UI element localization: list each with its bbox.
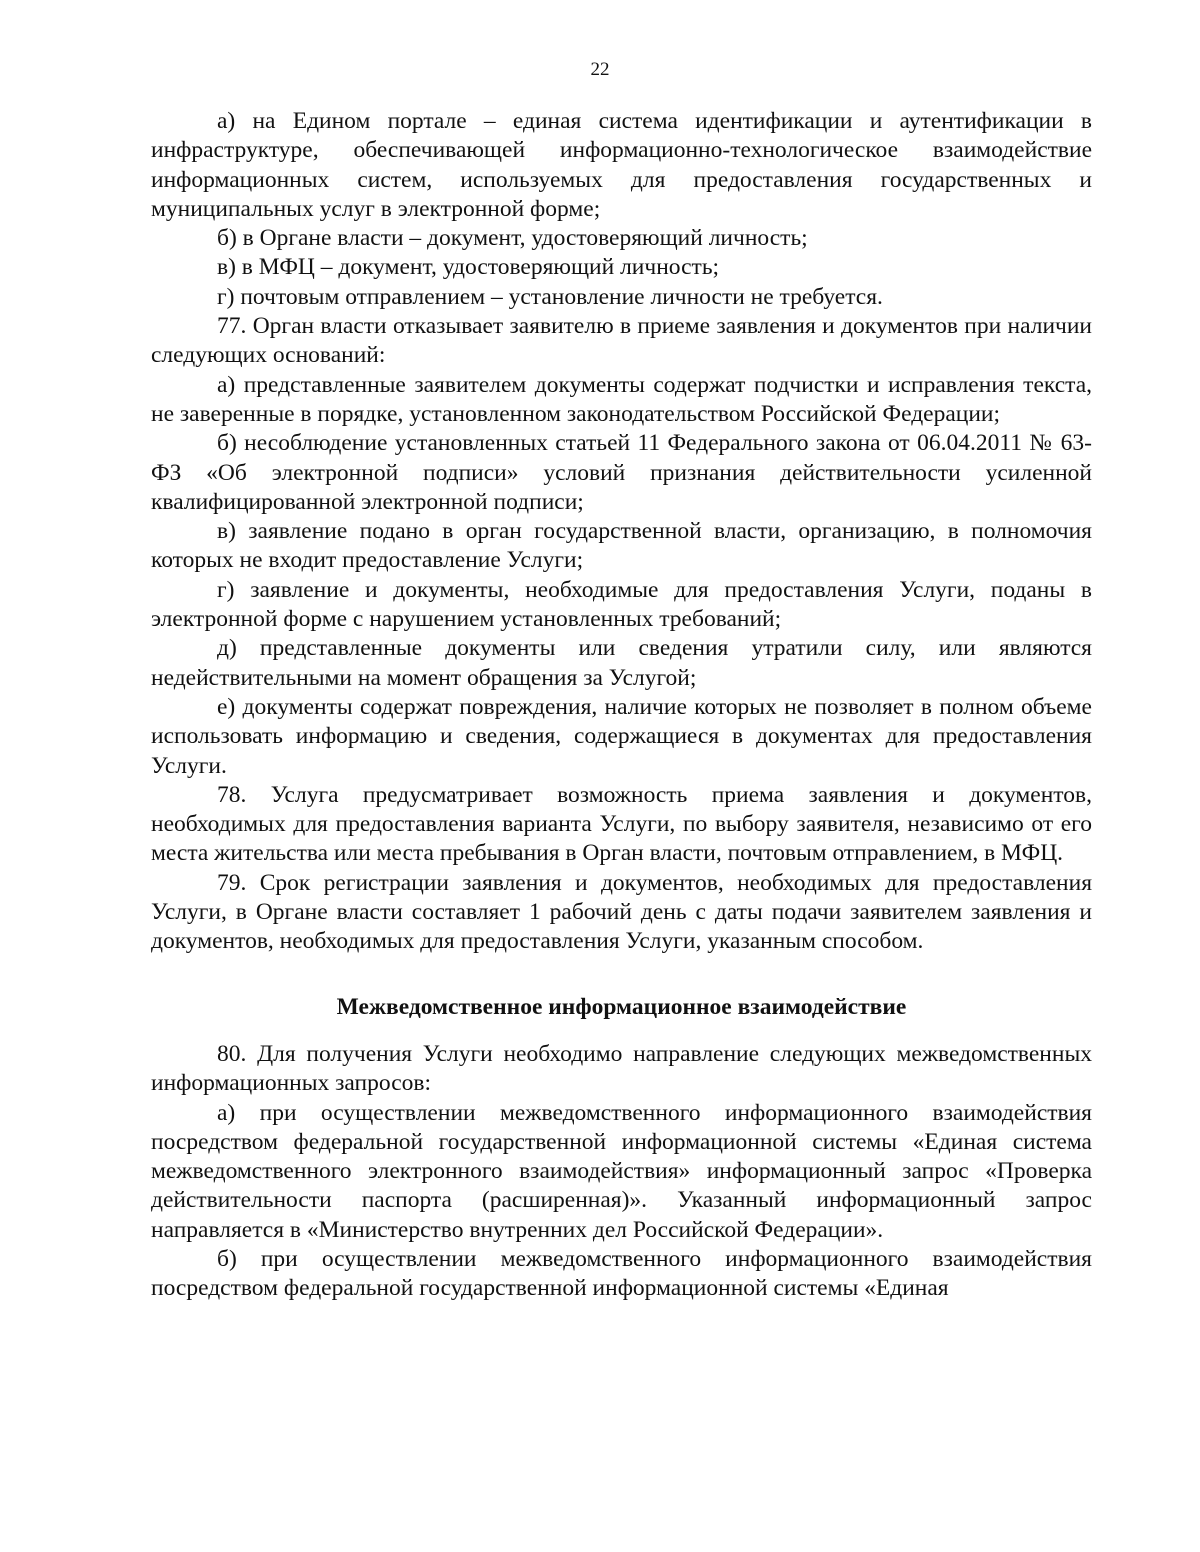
- paragraph-item-v-mfc: в) в МФЦ – документ, удостоверяющий личность;: [217, 254, 720, 281]
- paragraph-77-v: в) заявление подано в орган государственной власти, организацию, в полномочия которых не входит предоставление Услуги;: [151, 518, 1092, 574]
- paragraph-80-a: а) при осуществлении межведомственного информационного взаимодействия посредством федеральной государственной информационной системы «Единая система межведомственного электронного взаимодействия» информационный запрос «Проверка действительности паспорта (расширенная)». Указанный информационный запрос направляется в «Министерство внутренних дел Российской Федерации».: [151, 1099, 1092, 1243]
- paragraph-77-a: а) представленные заявителем документы содержат подчистки и исправления текста, не заверенные в порядке, установленном законодательством Российской Федерации;: [151, 371, 1092, 427]
- page-number: 22: [590, 59, 610, 80]
- paragraph-78: 78. Услуга предусматривает возможность приема заявления и документов, необходимых для предоставления варианта Услуги, по выбору заявителя, независимо от его места жительства или места пребывания в Орган власти, почтовым отправлением, в МФЦ.: [151, 781, 1092, 867]
- paragraph-80-b: б) при осуществлении межведомственного информационного взаимодействия посредством федеральной государственной информационной системы «Единая: [151, 1245, 1092, 1302]
- paragraph-77-e: е) документы содержат повреждения, наличие которых не позволяет в полном объеме использовать информацию и сведения, содержащиеся в документах для предоставления Услуги.: [151, 693, 1092, 779]
- paragraph-77-d: д) представленные документы или сведения утратили силу, или являются недействительными на момент обращения за Услугой;: [151, 635, 1092, 691]
- paragraph-77: 77. Орган власти отказывает заявителю в приеме заявления и документов при наличии следующих оснований:: [151, 313, 1092, 369]
- paragraph-77-g: г) заявление и документы, необходимые для предоставления Услуги, поданы в электронной форме с нарушением установленных требований;: [151, 576, 1092, 633]
- paragraph-item-g-post: г) почтовым отправлением – установление личности не требуется.: [217, 283, 883, 310]
- paragraph-80: 80. Для получения Услуги необходимо направление следующих межведомственных информационных запросов:: [151, 1040, 1092, 1097]
- section-heading: Межведомственное информационное взаимодействие: [336, 993, 907, 1020]
- paragraph-79: 79. Срок регистрации заявления и документов, необходимых для предоставления Услуги, в Органе власти составляет 1 рабочий день с даты подачи заявителем заявления и документов, необходимых для предоставления Услуги, указанным способом.: [151, 869, 1092, 955]
- paragraph-item-a-portal: а) на Едином портале – единая система идентификации и аутентификации в инфраструктуре, обеспечивающей информационно-технологическое взаимодействие информационных систем, используемых для предоставления государственных и муниципальных услуг в электронной форме;: [151, 108, 1092, 222]
- paragraph-item-b-authority: б) в Органе власти – документ, удостоверяющий личность;: [217, 225, 808, 252]
- document-body: [151, 107, 1092, 1304]
- paragraph-77-b: б) несоблюдение установленных статьей 11 Федерального закона от 06.04.2011 № 63-ФЗ «Об электронной подписи» условий признания действительности усиленной квалифицированной электронной подписи;: [151, 430, 1092, 515]
